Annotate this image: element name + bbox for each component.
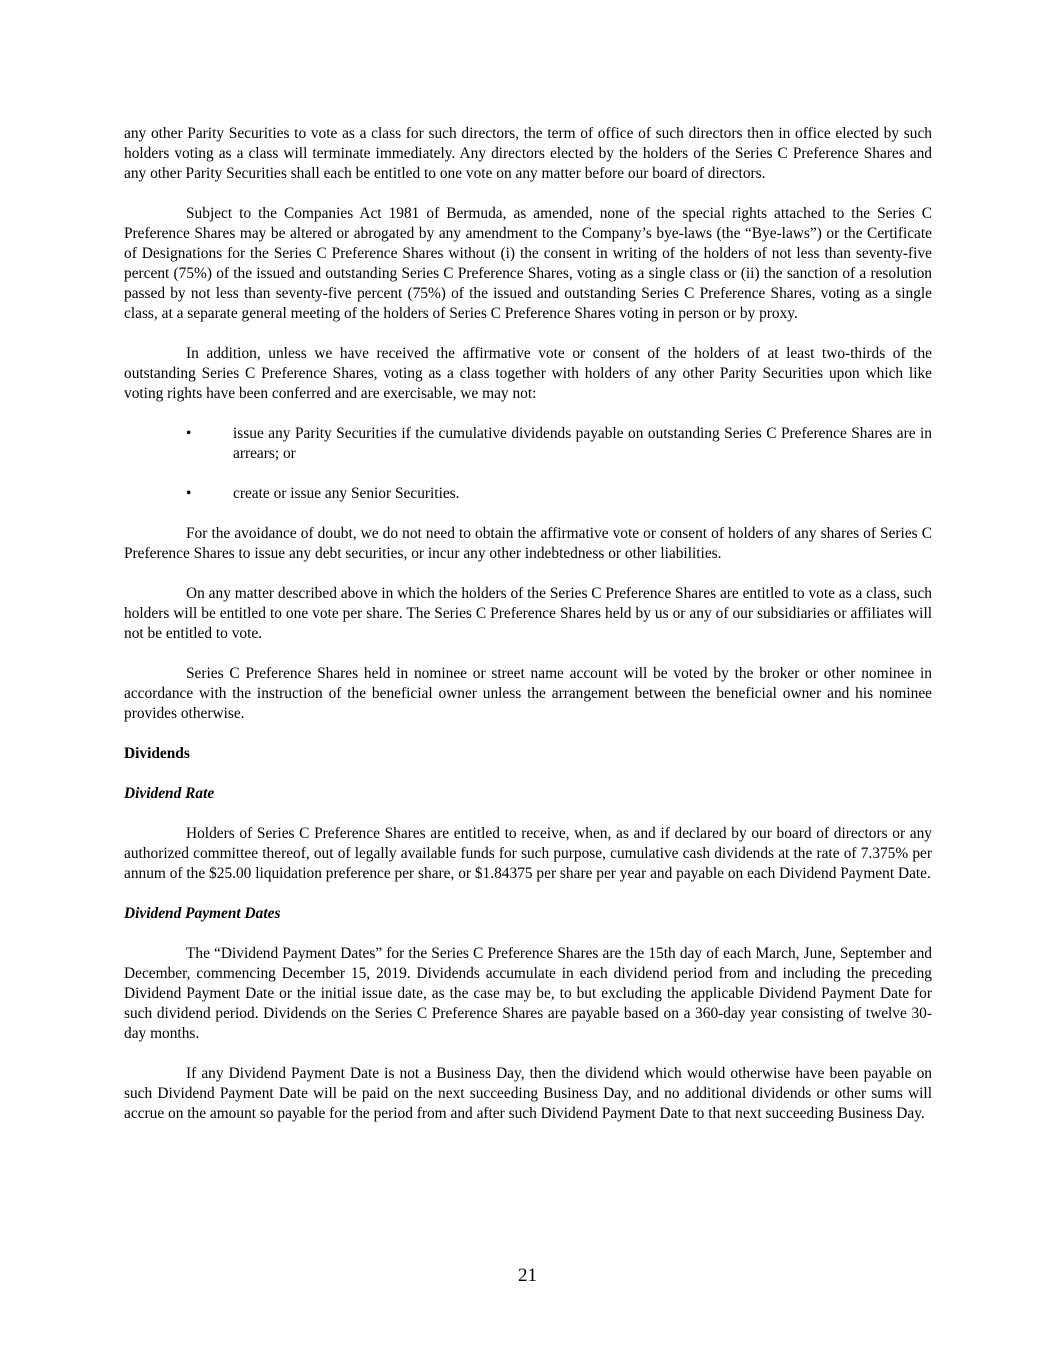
paragraph-avoidance-of-doubt: For the avoidance of doubt, we do not need to obtain the affirmative vote or consent of holders of any shares of Series C Preference Shares to issue any debt securities, or incur any other indebtedness or other liabilities. [124, 525, 932, 562]
subheading-dividend-rate: Dividend Rate [124, 785, 215, 802]
restriction-list [124, 424, 932, 504]
paragraph-voting-restrictions: In addition, unless we have received the affirmative vote or consent of the holders of at least two-thirds of the outstanding Series C Preference Shares, voting as a class together with holders of any other Parity Securities upon which like voting rights have been conferred and are exercisable, we may not: [124, 345, 932, 402]
paragraph-nominee-shares: Series C Preference Shares held in nominee or street name account will be voted by the broker or other nominee in accordance with the instruction of the beneficial owner unless the arrangement between the beneficial owner and his nominee provides otherwise. [124, 665, 932, 722]
paragraph-payment-dates: The “Dividend Payment Dates” for the Series C Preference Shares are the 15th day of each March, June, September and December, commencing December 15, 2019. Dividends accumulate in each dividend period from and including the preceding Dividend Payment Date or the initial issue date, as the case may be, to but excluding the applicable Dividend Payment Date for such dividend period. Dividends on the Series C Preference Shares are payable based on a 360-day year consisting of twelve 30-day months. [124, 945, 932, 1042]
bullet-icon: • [186, 425, 192, 442]
paragraph-vote-per-share: On any matter described above in which the holders of the Series C Preference Shares are entitled to vote as a class, such holders will be entitled to one vote per share. The Series C Preference Shares held by us or any of our subsidiaries or affiliates will not be entitled to vote. [124, 585, 932, 642]
list-item [124, 484, 932, 504]
subheading-dividend-payment-dates: Dividend Payment Dates [124, 905, 281, 922]
section-heading-dividends: Dividends [124, 745, 190, 762]
list-item-text: issue any Parity Securities if the cumulative dividends payable on outstanding Series C Preference Shares are in arrears; or [233, 425, 932, 462]
document-page [124, 124, 932, 1144]
bullet-icon: • [186, 485, 192, 502]
paragraph-business-day: If any Dividend Payment Date is not a Business Day, then the dividend which would otherwise have been payable on such Dividend Payment Date will be paid on the next succeeding Business Day, and no additional dividends or other sums will accrue on the amount so payable for the period from and after such Dividend Payment Date to that next succeeding Business Day. [124, 1065, 932, 1122]
paragraph-special-rights: Subject to the Companies Act 1981 of Bermuda, as amended, none of the special rights attached to the Series C Preference Shares may be altered or abrogated by any amendment to the Company’s bye-laws (the “Bye-laws”) or the Certificate of Designations for the Series C Preference Shares without (i) the consent in writing of the holders of not less than seventy-five percent (75%) of the issued and outstanding Series C Preference Shares, voting as a single class or (ii) the sanction of a resolution passed by not less than seventy-five percent (75%) of the issued and outstanding Series C Preference Shares, voting as a single class, at a separate general meeting of the holders of Series C Preference Shares voting in person or by proxy. [124, 205, 932, 322]
list-item [124, 424, 932, 464]
paragraph-director-terms: any other Parity Securities to vote as a class for such directors, the term of office of such directors then in office elected by such holders voting as a class will terminate immediately. Any directors elected by the holders of the Series C Preference Shares and any other Parity Securities shall each be entitled to one vote on any matter before our board of directors. [124, 125, 932, 182]
list-item-text: create or issue any Senior Securities. [233, 485, 460, 502]
page-number: 21 [518, 1265, 537, 1286]
paragraph-dividend-rate: Holders of Series C Preference Shares are entitled to receive, when, as and if declared by our board of directors or any authorized committee thereof, out of legally available funds for such purpose, cumulative cash dividends at the rate of 7.375% per annum of the $25.00 liquidation preference per share, or $1.84375 per share per year and payable on each Dividend Payment Date. [124, 825, 932, 882]
